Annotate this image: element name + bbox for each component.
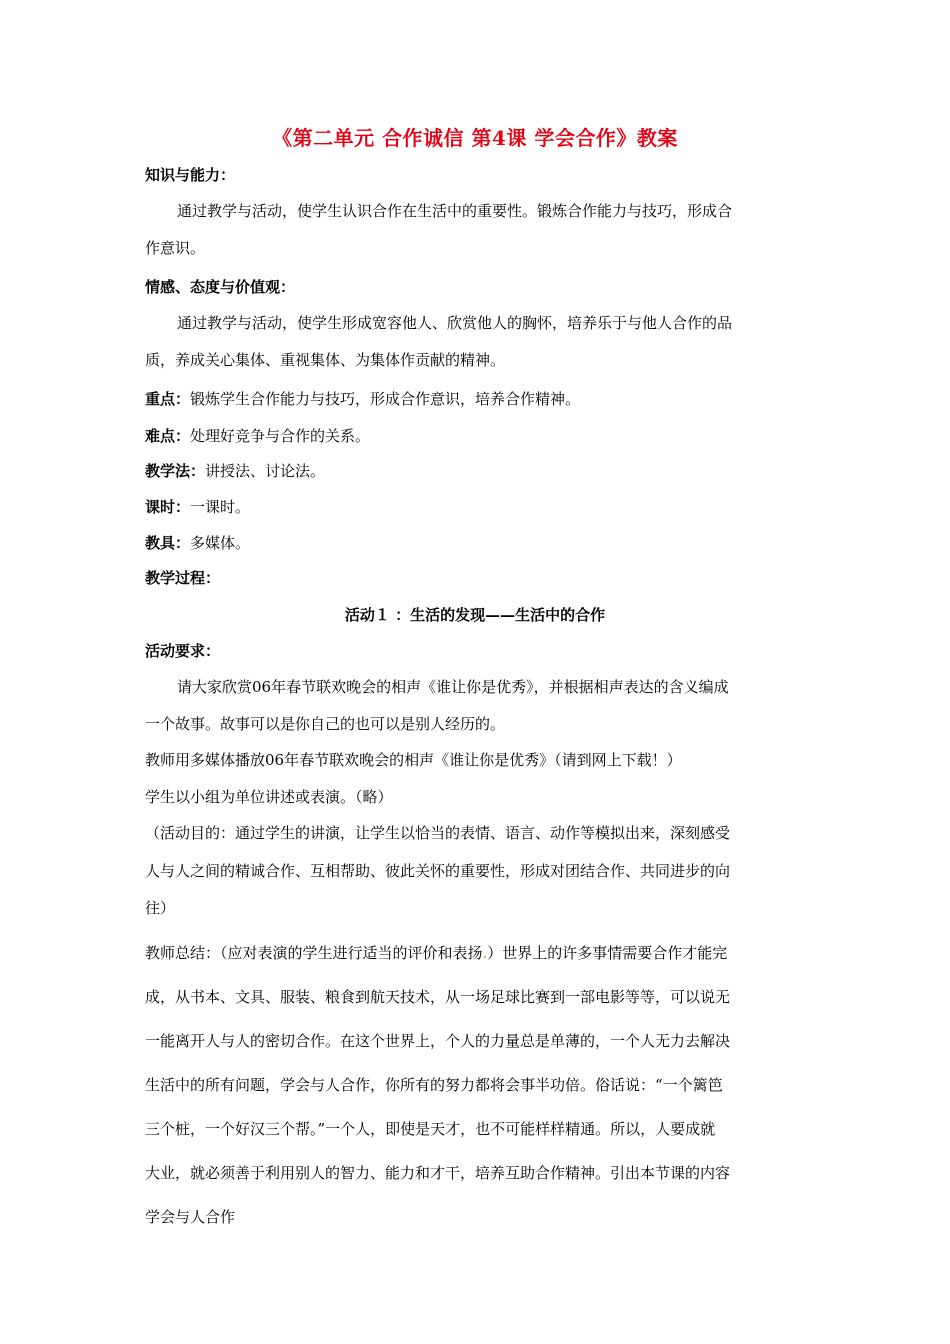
knowledge-paragraph-line: 通过教学与活动，使学生认识合作在生活中的重要性。锻炼合作能力与技巧，形成合 [177, 202, 733, 220]
class-hours-label: 课时： [145, 498, 191, 516]
activity-requirements-heading: 活动要求： [145, 642, 221, 660]
difficulty-label: 难点： [145, 427, 191, 445]
summary-text: 教师总结：（应对表演的学生进行适当的评价和表扬 [145, 944, 483, 962]
purpose-paragraph-line: 人与人之间的精诚合作、互相帮助、彼此关怀的重要性，形成对团结合作、共同进步的向 [145, 862, 731, 880]
summary-paragraph-line: 成，从书本、文具、服装、粮食到航天技术，从一场足球比赛到一部电影等等，可以说无 [145, 988, 731, 1006]
summary-text: ）世界上的许多事情需要合作才能完 [487, 944, 728, 962]
teaching-process-heading: 教学过程： [145, 569, 221, 587]
summary-dot: . [482, 944, 488, 962]
requirements-paragraph-line: 请大家欣赏06年春节联欢晚会的相声《谁让你是优秀》，并根据相声表达的含义编成 [177, 678, 729, 696]
student-task-line: 学生以小组为单位讲述或表演。（略） [145, 788, 393, 806]
key-point [145, 389, 580, 409]
teaching-method-text: 讲授法、讨论法。 [205, 462, 326, 480]
requirements-paragraph-line: 一个故事。故事可以是你自己的也可以是别人经历的。 [145, 715, 506, 733]
key-point-text: 锻炼学生合作能力与技巧，形成合作意识，培养合作精神。 [190, 390, 581, 408]
key-point-label: 重点： [145, 390, 191, 408]
summary-paragraph-line: 大业，就必须善于利用别人的智力、能力和才干，培养互助合作精神。引出本节课的内容 [145, 1164, 731, 1182]
summary-paragraph-line: 生活中的所有问题，学会与人合作，你所有的努力都将会事半功倍。俗话说：“一个篱笆 [145, 1076, 723, 1094]
emotion-heading: 情感、态度与价值观： [145, 278, 296, 296]
teacher-play-line: 教师用多媒体播放06年春节联欢晚会的相声《谁让你是优秀》（请到网上下载！） [145, 751, 682, 769]
knowledge-paragraph-line: 作意识。 [145, 239, 206, 257]
teaching-tools-text: 多媒体。 [190, 534, 251, 552]
class-hours-text: 一课时。 [190, 498, 251, 516]
teaching-method-label: 教学法： [145, 462, 206, 480]
teaching-method [145, 461, 325, 481]
summary-paragraph-line: 学会与人合作 [145, 1208, 236, 1226]
purpose-paragraph-line: 往） [145, 899, 176, 917]
difficulty-point [145, 426, 370, 446]
document-title: 《第二单元 合作诚信 第4课 学会合作》教案 [272, 126, 678, 150]
emotion-paragraph-line: 通过教学与活动，使学生形成宽容他人、欣赏他人的胸怀，培养乐于与他人合作的品 [177, 314, 733, 332]
difficulty-text: 处理好竞争与合作的关系。 [190, 427, 371, 445]
teaching-tools-label: 教具： [145, 534, 191, 552]
summary-paragraph-line: 三个桩，一个好汉三个帮。”一个人，即使是天才，也不可能样样精通。所以，人要成就 [145, 1120, 716, 1138]
summary-paragraph-line: 一能离开人与人的密切合作。在这个世界上，个人的力量总是单薄的，一个人无力去解决 [145, 1032, 731, 1050]
purpose-paragraph-line: （活动目的：通过学生的讲演，让学生以恰当的表情、语言、动作等模拟出来，深刻感受 [145, 824, 731, 842]
summary-paragraph-line [145, 943, 727, 963]
class-hours [145, 497, 250, 517]
emotion-paragraph-line: 质，养成关心集体、重视集体、为集体作贡献的精神。 [145, 351, 506, 369]
teaching-tools [145, 533, 250, 553]
knowledge-heading: 知识与能力： [145, 166, 236, 184]
activity-heading: 活动１ ：生活的发现——生活中的合作 [344, 606, 606, 624]
